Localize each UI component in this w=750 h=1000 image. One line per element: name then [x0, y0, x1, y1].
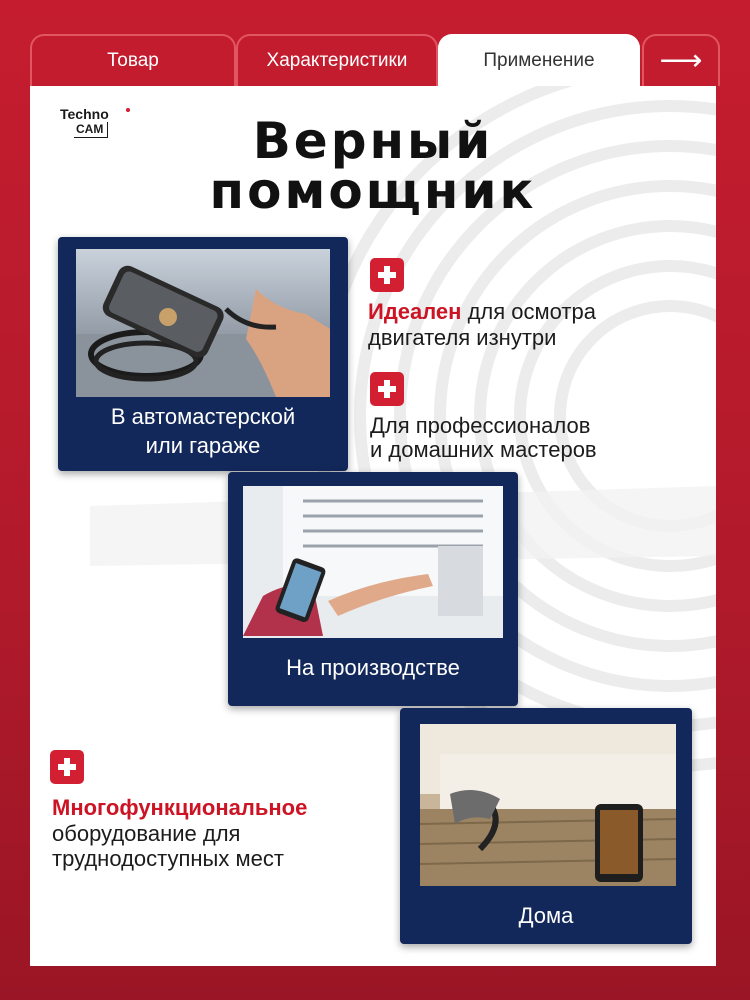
feature-multifunctional-line2: оборудование для	[52, 821, 241, 846]
tab-bar	[30, 34, 720, 86]
content-card	[30, 86, 716, 966]
feature-professionals-line1: Для профессионалов	[370, 413, 591, 438]
headline-line-2: помощник	[209, 162, 537, 220]
logo-dot-icon	[126, 108, 130, 112]
photo-caption-workshop-1: В автомастерской	[110, 404, 296, 429]
feature-professionals-line2: и домашних мастеров	[370, 437, 597, 462]
production-photo	[243, 486, 503, 638]
next-tab-button[interactable]	[642, 34, 720, 86]
photo-caption-home: Дома	[518, 903, 574, 928]
tab-specifications[interactable]	[236, 34, 438, 86]
feature-ideal-highlight: Идеален	[368, 299, 462, 324]
plus-icon	[50, 750, 84, 784]
feature-multifunctional-line3: труднодоступных мест	[52, 846, 284, 871]
photo-caption-workshop-2: или гараже	[145, 433, 261, 458]
arrow-right-icon: ⟶	[659, 44, 703, 77]
photo-card-workshop	[58, 237, 348, 471]
feature-ideal-text: для осмотра	[461, 299, 596, 324]
feature-multifunctional-highlight: Многофункциональное	[52, 795, 308, 820]
home-photo	[420, 724, 676, 886]
plus-icon	[370, 372, 404, 406]
photo-card-home	[400, 708, 692, 944]
photo-card-production	[228, 472, 518, 706]
tab-specifications-label: Характеристики	[266, 50, 408, 71]
plus-icon	[370, 258, 404, 292]
tab-usage-label: Применение	[483, 50, 595, 71]
feature-ideal-line2: двигателя изнутри	[368, 325, 557, 350]
photo-caption-production: На производстве	[286, 655, 460, 680]
logo-text-techno: Techno	[60, 106, 109, 122]
workshop-photo	[76, 249, 330, 397]
tab-product[interactable]	[30, 34, 236, 86]
tab-product-label: Товар	[107, 50, 159, 71]
tab-usage[interactable]	[438, 34, 640, 86]
headline-line-1: Верный	[252, 112, 494, 170]
logo-text-cam: CAM	[74, 122, 108, 138]
